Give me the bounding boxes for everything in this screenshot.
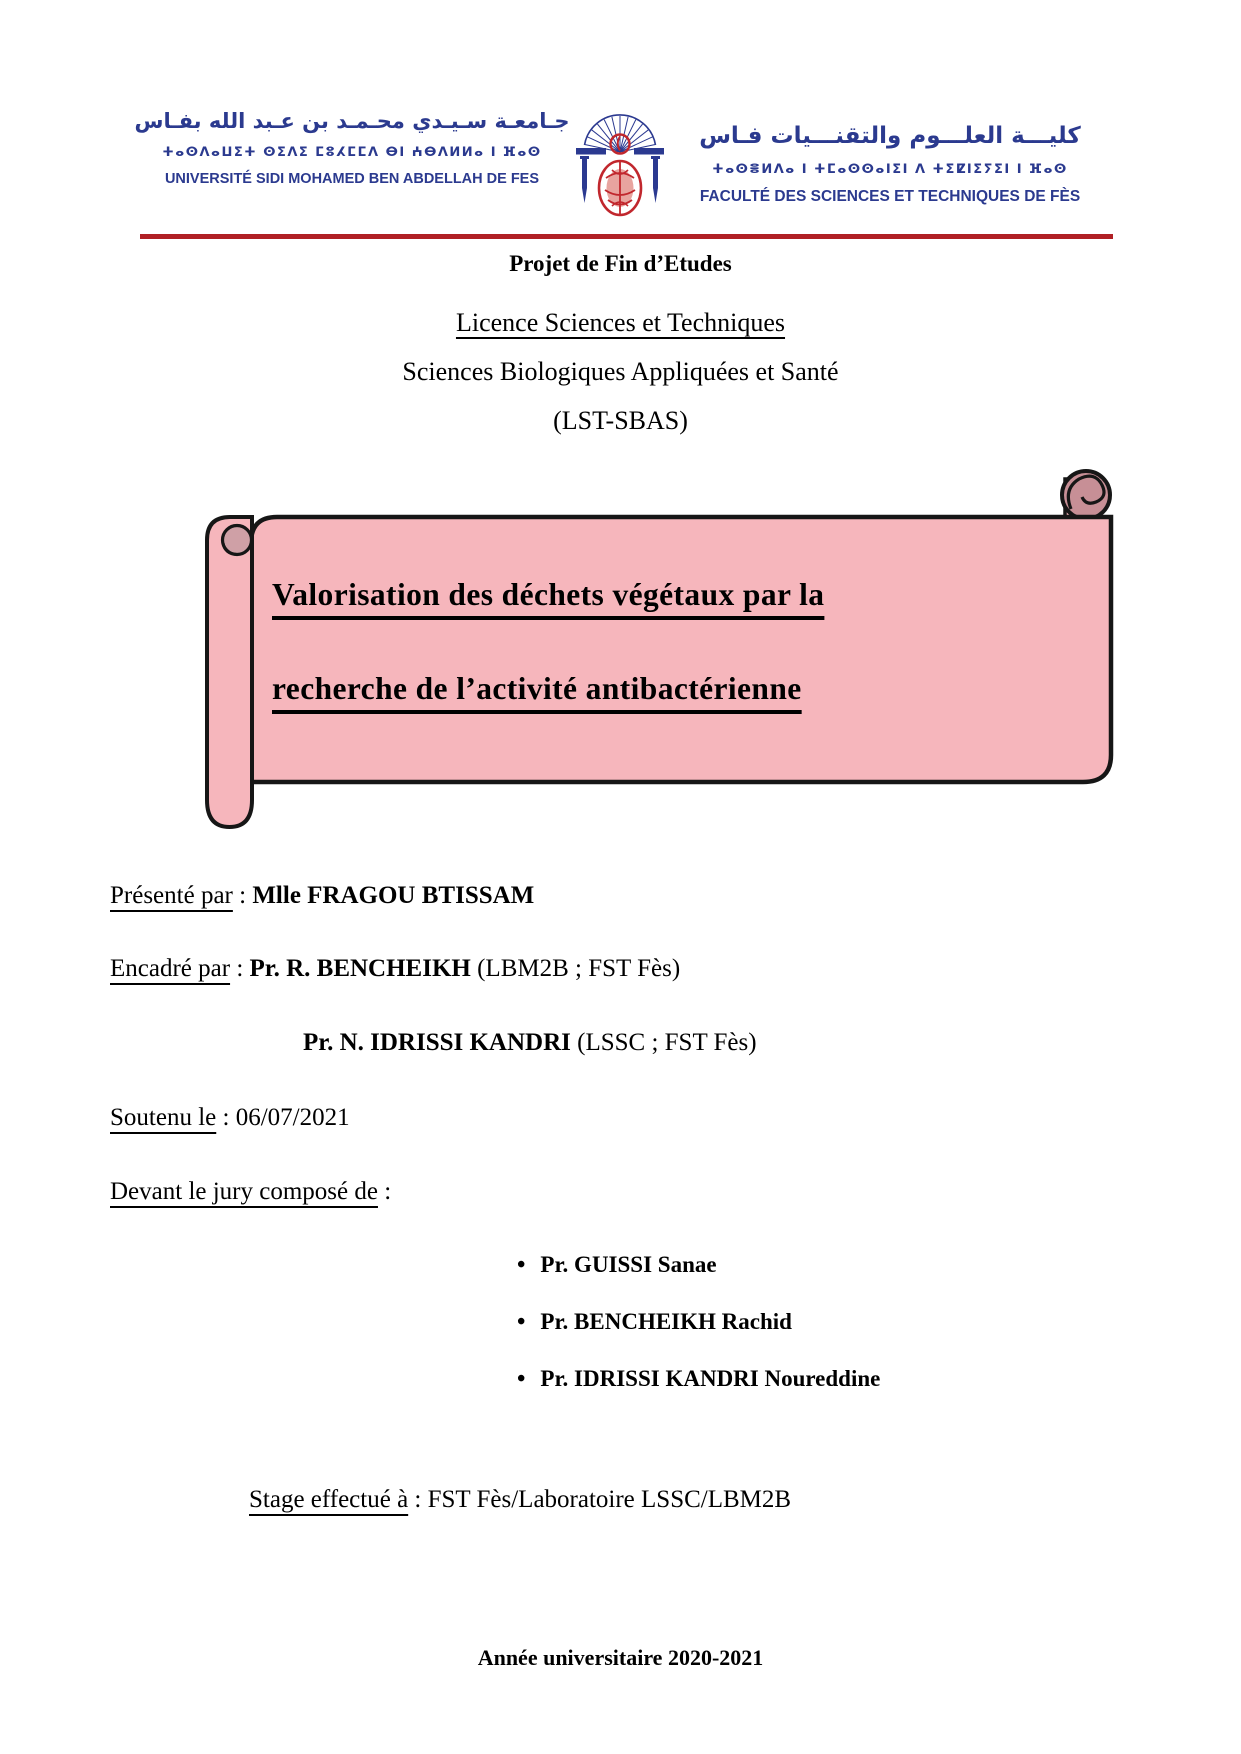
header-divider (140, 234, 1113, 239)
supervisor-line-1 (110, 955, 680, 983)
jury-member-name: Pr. IDRISSI KANDRI Noureddine (540, 1366, 881, 1391)
supervised-by-label: Encadré par (110, 955, 231, 982)
presented-by-value: Mlle FRAGOU BTISSAM (252, 882, 535, 909)
jury-item (517, 1366, 880, 1393)
bullet-icon: • (517, 1252, 526, 1278)
internship-line (249, 1486, 791, 1514)
supervisor-1-affiliation: (LBM2B ; FST Fès) (470, 955, 681, 982)
bullet-icon: • (517, 1309, 526, 1335)
logo-pillar-right-icon (651, 156, 660, 203)
jury-item (517, 1309, 880, 1336)
thesis-title (272, 577, 1072, 707)
jury-intro-line (110, 1178, 391, 1206)
jury-member-name: Pr. BENCHEIKH Rachid (540, 1309, 792, 1334)
university-name-tifinagh: ⵜⴰⵙⴷⴰⵡⵉⵜ ⵙⵉⴷⵉ ⵎⵓⵃⵎⵎⴷ ⴱⵏ ⵄⴱⴷⵍⵍⴰ ⵏ ⴼⴰⵙ (162, 145, 542, 161)
presented-by-line (110, 882, 534, 910)
university-name-french: UNIVERSITÉ SIDI MOHAMED BEN ABDELLAH DE FES (164, 171, 540, 188)
presented-by-label: Présenté par (110, 882, 233, 909)
faculty-block (664, 122, 1116, 206)
faculty-name-arabic: كليـــة العلـــوم والتقنـــيات فـاس (699, 123, 1081, 149)
faculty-name-french: FACULTÉ DES SCIENCES ET TECHNIQUES DE FÈS (699, 187, 1081, 205)
project-type-heading: Projet de Fin d’Etudes (509, 251, 732, 276)
separator: : (230, 955, 250, 982)
supervisor-2-name: Pr. N. IDRISSI KANDRI (303, 1029, 571, 1056)
thesis-title-line1: Valorisation des déchets végétaux par la (272, 577, 825, 612)
internship-value: FST Fès/Laboratoire LSSC/LBM2B (427, 1486, 792, 1513)
university-name-arabic: جـامعـة سـيـدي محـمـد بن عـبد الله بفـاس (134, 109, 570, 133)
program-heading: Sciences Biologiques Appliquées et Santé (402, 357, 839, 386)
university-block (132, 108, 572, 187)
separator: : (408, 1486, 428, 1513)
degree-heading (0, 308, 1241, 338)
jury-member-name: Pr. GUISSI Sanae (540, 1252, 717, 1277)
scroll-right-curl (1062, 471, 1110, 521)
bullet-icon: • (517, 1366, 526, 1392)
internship-label: Stage effectué à (249, 1486, 409, 1513)
jury-label: Devant le jury composé de (110, 1178, 378, 1205)
defense-date-label: Soutenu le (110, 1104, 217, 1131)
university-logo-icon (572, 100, 668, 222)
scroll-left-roll (207, 517, 252, 827)
separator: : (216, 1104, 236, 1131)
defense-date-value: 06/07/2021 (235, 1104, 350, 1131)
jury-item (517, 1252, 880, 1279)
degree-text: Licence Sciences et Techniques (455, 308, 786, 337)
faculty-name-tifinagh: ⵜⴰⵙⴻⵍⴷⴰ ⵏ ⵜⵎⴰⵙⵙⴰⵏⵉⵏ ⴷ ⵜⵉⵇⵏⵉⵢⵉⵏ ⵏ ⴼⴰⵙ (712, 161, 1068, 177)
separator: : (232, 882, 253, 909)
jury-list (517, 1252, 880, 1423)
program-abbr: (LST-SBAS) (553, 406, 688, 435)
academic-year: Année universitaire 2020-2021 (477, 1645, 764, 1670)
supervisor-1-name: Pr. R. BENCHEIKH (249, 955, 471, 982)
thesis-title-line2: recherche de l’activité antibactérienne (272, 671, 802, 706)
jury-colon: : (377, 1178, 392, 1205)
defense-date-line (110, 1104, 350, 1132)
supervisor-line-2 (303, 1029, 757, 1057)
logo-pillar-left-icon (580, 156, 589, 203)
supervisor-2-affiliation: (LSSC ; FST Fès) (570, 1029, 757, 1056)
